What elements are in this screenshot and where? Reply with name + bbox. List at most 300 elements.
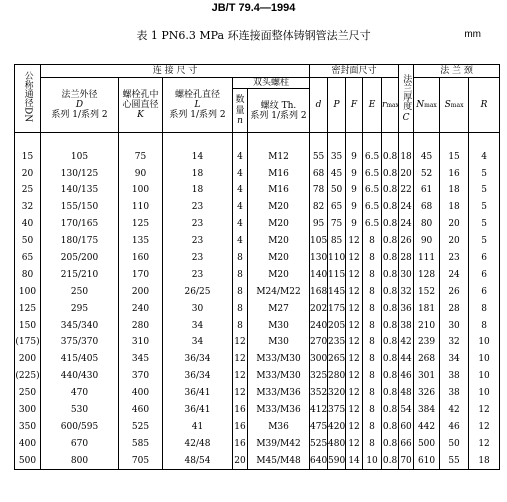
header-qty: 数量 n xyxy=(233,89,248,133)
table-cell: 10 xyxy=(469,385,500,402)
header-flange-od: 法兰外径 D 系列 1/系列 2 xyxy=(41,78,119,133)
table-cell: 530 xyxy=(41,402,119,419)
table-cell: M12 xyxy=(248,148,310,165)
table-cell: 175 xyxy=(328,300,346,317)
header-r: R xyxy=(469,78,500,133)
table-cell: 105 xyxy=(310,233,328,250)
table-cell: 50 xyxy=(328,182,346,199)
table-cell: 15 xyxy=(15,148,41,165)
table-cell: 8 xyxy=(363,419,382,436)
table-cell: 12 xyxy=(346,317,363,334)
table-cell: 20 xyxy=(15,165,41,182)
table-cell: 250 xyxy=(15,385,41,402)
table-cell: 525 xyxy=(119,419,163,436)
header-p: P xyxy=(328,78,346,133)
table-cell: 16 xyxy=(233,435,248,452)
table-cell: 470 xyxy=(41,385,119,402)
table-cell: (225) xyxy=(15,368,41,385)
table-cell: 240 xyxy=(119,300,163,317)
table-cell: 9 xyxy=(346,199,363,216)
table-cell: 5 xyxy=(469,165,500,182)
table-cell: 250 xyxy=(41,283,119,300)
standard-number: JB/T 79.4—1994 xyxy=(211,2,296,14)
table-cell: 110 xyxy=(328,250,346,267)
table-cell: 0.8 xyxy=(382,334,399,351)
table-cell: 370 xyxy=(119,368,163,385)
table-cell: 18 xyxy=(163,182,233,199)
table-cell: 8 xyxy=(233,300,248,317)
table-cell: 500 xyxy=(414,435,440,452)
table-cell: 8 xyxy=(363,300,382,317)
table-cell: 75 xyxy=(328,216,346,233)
table-cell: 12 xyxy=(233,334,248,351)
table-cell: 130 xyxy=(310,250,328,267)
table-cell: 10 xyxy=(469,334,500,351)
table-cell: M24/M22 xyxy=(248,283,310,300)
table-cell: 5 xyxy=(469,233,500,250)
table-cell: M20 xyxy=(248,250,310,267)
table-cell: 28 xyxy=(440,300,469,317)
table-row xyxy=(15,267,500,284)
table-cell: 8 xyxy=(363,334,382,351)
table-row xyxy=(15,452,500,469)
table-cell: 42/48 xyxy=(163,435,233,452)
table-cell: 384 xyxy=(414,402,440,419)
table-cell: 150 xyxy=(15,317,41,334)
table-cell: 48/54 xyxy=(163,452,233,469)
table-cell: 65 xyxy=(328,199,346,216)
table-cell: 15 xyxy=(440,148,469,165)
table-cell: 0.8 xyxy=(382,351,399,368)
table-cell: 44 xyxy=(399,351,414,368)
table-cell: 78 xyxy=(310,182,328,199)
table-cell: 8 xyxy=(469,300,500,317)
table-cell: 8 xyxy=(363,317,382,334)
table-row xyxy=(15,283,500,300)
table-cell: 0.8 xyxy=(382,300,399,317)
table-cell: 6 xyxy=(469,267,500,284)
table-cell: 32 xyxy=(15,199,41,216)
table-cell: 140 xyxy=(310,267,328,284)
table-cell: 202 xyxy=(310,300,328,317)
header-dn: 公称通径DN xyxy=(15,65,41,133)
table-cell: 8 xyxy=(363,351,382,368)
table-cell: 20 xyxy=(233,452,248,469)
header-e: E xyxy=(363,78,382,133)
table-cell: 35 xyxy=(328,148,346,165)
table-row xyxy=(15,199,500,216)
table-cell: 0.8 xyxy=(382,216,399,233)
table-cell: 210 xyxy=(414,317,440,334)
table-cell: 128 xyxy=(414,267,440,284)
table-cell: 12 xyxy=(346,402,363,419)
table-cell: 345 xyxy=(119,351,163,368)
table-cell: 0.8 xyxy=(382,317,399,334)
table-cell: M39/M42 xyxy=(248,435,310,452)
table-cell: 0.8 xyxy=(382,452,399,469)
table-cell: 90 xyxy=(119,165,163,182)
table-cell: 12 xyxy=(469,435,500,452)
table-cell: 6 xyxy=(469,283,500,300)
table-cell: M20 xyxy=(248,233,310,250)
table-cell: 12 xyxy=(346,250,363,267)
table-cell: 36/34 xyxy=(163,368,233,385)
table-cell: 160 xyxy=(119,250,163,267)
table-cell: 4 xyxy=(233,233,248,250)
table-cell: 235 xyxy=(328,334,346,351)
table-cell: 80 xyxy=(15,267,41,284)
table-cell: 110 xyxy=(119,199,163,216)
table-cell: 20 xyxy=(399,165,414,182)
table-cell: 155/150 xyxy=(41,199,119,216)
table-cell: 8 xyxy=(469,317,500,334)
table-cell: 135 xyxy=(119,233,163,250)
table-cell: 18 xyxy=(163,165,233,182)
table-cell: 4 xyxy=(233,216,248,233)
table-cell: 18 xyxy=(440,199,469,216)
table-cell: 800 xyxy=(41,452,119,469)
table-cell: 9 xyxy=(346,165,363,182)
table-cell: 326 xyxy=(414,385,440,402)
table-cell: 6.5 xyxy=(363,182,382,199)
table-cell: 345/340 xyxy=(41,317,119,334)
table-cell: 40 xyxy=(15,216,41,233)
table-cell: 42 xyxy=(399,334,414,351)
header-thread: 螺纹 Th. 系列 1/系列 2 xyxy=(248,89,310,133)
table-cell: 34 xyxy=(163,334,233,351)
table-cell: 130/125 xyxy=(41,165,119,182)
table-cell: 0.8 xyxy=(382,402,399,419)
table-cell: 70 xyxy=(399,452,414,469)
table-cell: 20 xyxy=(440,233,469,250)
table-cell: 350 xyxy=(15,419,41,436)
table-cell: 5 xyxy=(469,216,500,233)
table-cell: M33/M30 xyxy=(248,351,310,368)
table-row xyxy=(15,216,500,233)
table-cell: 20 xyxy=(440,216,469,233)
table-cell: 0.8 xyxy=(382,148,399,165)
table-cell: 4 xyxy=(469,148,500,165)
table-cell: 8 xyxy=(363,233,382,250)
table-cell: 200 xyxy=(15,351,41,368)
table-cell: 100 xyxy=(15,283,41,300)
table-cell: M36 xyxy=(248,419,310,436)
table-cell: 4 xyxy=(233,182,248,199)
table-cell: M16 xyxy=(248,182,310,199)
table-cell: 10 xyxy=(469,368,500,385)
table-cell: 12 xyxy=(346,233,363,250)
table-cell: 12 xyxy=(346,283,363,300)
table-cell: 36 xyxy=(399,300,414,317)
table-cell: 8 xyxy=(233,317,248,334)
table-cell: 125 xyxy=(119,216,163,233)
table-cell: 12 xyxy=(346,351,363,368)
table-cell: 8 xyxy=(363,267,382,284)
header-bolt-circle: 螺栓孔中心圆直径 K xyxy=(119,78,163,133)
table-cell: 5 xyxy=(469,199,500,216)
header-f: F xyxy=(346,78,363,133)
table-cell: 0.8 xyxy=(382,233,399,250)
table-cell: 12 xyxy=(346,385,363,402)
table-cell: 12 xyxy=(233,368,248,385)
table-cell: 14 xyxy=(163,148,233,165)
table-cell: M20 xyxy=(248,267,310,284)
table-cell: 50 xyxy=(15,233,41,250)
table-cell: 420 xyxy=(328,419,346,436)
table-cell: 6.5 xyxy=(363,148,382,165)
table-cell: 352 xyxy=(310,385,328,402)
table-cell: 12 xyxy=(469,419,500,436)
table-row xyxy=(15,419,500,436)
table-cell: 12 xyxy=(469,402,500,419)
table-cell: 41 xyxy=(163,419,233,436)
table-cell: 8 xyxy=(233,250,248,267)
table-cell: 68 xyxy=(310,165,328,182)
table-cell: 23 xyxy=(163,199,233,216)
table-row xyxy=(15,334,500,351)
table-cell: 8 xyxy=(233,283,248,300)
table-cell: M30 xyxy=(248,317,310,334)
table-cell: 0.8 xyxy=(382,199,399,216)
table-row xyxy=(15,351,500,368)
table-cell: 28 xyxy=(399,250,414,267)
table-cell: 115 xyxy=(328,267,346,284)
table-cell: 18 xyxy=(440,182,469,199)
table-cell: 170 xyxy=(119,267,163,284)
header-smax: Smax xyxy=(440,78,469,133)
table-cell: 34 xyxy=(440,351,469,368)
table-cell: 14 xyxy=(346,452,363,469)
table-cell: 6.5 xyxy=(363,199,382,216)
table-cell: 9 xyxy=(346,216,363,233)
table-cell: 8 xyxy=(363,368,382,385)
table-cell: 152 xyxy=(414,283,440,300)
flange-dimension-table xyxy=(14,64,500,470)
table-row xyxy=(15,182,500,199)
header-stud: 双头螺柱 xyxy=(233,78,310,89)
table-cell: 36/41 xyxy=(163,385,233,402)
table-cell: 10 xyxy=(363,452,382,469)
table-cell: 500 xyxy=(15,452,41,469)
table-cell: 45 xyxy=(328,165,346,182)
table-cell: 585 xyxy=(119,435,163,452)
table-cell: 600/595 xyxy=(41,419,119,436)
table-cell: 46 xyxy=(440,419,469,436)
table-cell: 200 xyxy=(119,283,163,300)
table-row xyxy=(15,300,500,317)
header-sealing: 密封面尺寸 xyxy=(310,65,399,78)
table-cell: 12 xyxy=(233,385,248,402)
table-cell: M33/M36 xyxy=(248,385,310,402)
table-cell: 265 xyxy=(328,351,346,368)
table-cell: 26 xyxy=(399,233,414,250)
table-cell: 42 xyxy=(440,402,469,419)
table-body xyxy=(15,133,500,470)
table-cell: 140/135 xyxy=(41,182,119,199)
table-cell: 0.8 xyxy=(382,182,399,199)
table-cell: M30 xyxy=(248,334,310,351)
table-cell: 8 xyxy=(363,283,382,300)
table-cell: 170/165 xyxy=(41,216,119,233)
header-nmax: Nmax xyxy=(414,78,440,133)
table-cell: 5 xyxy=(469,182,500,199)
table-cell: 240 xyxy=(310,317,328,334)
table-cell: 85 xyxy=(328,233,346,250)
table-cell: 12 xyxy=(346,267,363,284)
table-cell: 65 xyxy=(15,250,41,267)
table-cell: 48 xyxy=(399,385,414,402)
table-cell: 205 xyxy=(328,317,346,334)
table-cell: 36/41 xyxy=(163,402,233,419)
table-cell: 125 xyxy=(15,300,41,317)
table-cell: 38 xyxy=(399,317,414,334)
table-cell: M45/M48 xyxy=(248,452,310,469)
table-cell: 205/200 xyxy=(41,250,119,267)
table-cell: 55 xyxy=(310,148,328,165)
table-cell: 30 xyxy=(399,267,414,284)
table-caption: 表 1 PN6.3 MPa 环连接面整体铸钢管法兰尺寸 xyxy=(136,29,371,42)
table-cell: 0.8 xyxy=(382,283,399,300)
table-cell: 0.8 xyxy=(382,385,399,402)
table-cell: 442 xyxy=(414,419,440,436)
table-cell: 36/34 xyxy=(163,351,233,368)
table-cell: 23 xyxy=(163,267,233,284)
table-cell: 8 xyxy=(363,250,382,267)
table-cell: 38 xyxy=(440,385,469,402)
table-cell: 310 xyxy=(119,334,163,351)
table-row xyxy=(15,233,500,250)
table-cell: 4 xyxy=(233,148,248,165)
table-cell: 0.8 xyxy=(382,435,399,452)
table-cell: M20 xyxy=(248,216,310,233)
table-cell: 111 xyxy=(414,250,440,267)
table-cell: 23 xyxy=(163,233,233,250)
table-cell: 80 xyxy=(414,216,440,233)
table-cell: 168 xyxy=(310,283,328,300)
table-cell: 270 xyxy=(310,334,328,351)
table-cell: M20 xyxy=(248,199,310,216)
table-cell: 12 xyxy=(346,419,363,436)
table-cell: 325 xyxy=(310,368,328,385)
table-cell: 375/370 xyxy=(41,334,119,351)
table-cell: 16 xyxy=(440,165,469,182)
table-cell: 68 xyxy=(414,199,440,216)
table-cell: 38 xyxy=(440,368,469,385)
table-row xyxy=(15,402,500,419)
table-cell: 0.8 xyxy=(382,165,399,182)
table-cell: 6.5 xyxy=(363,165,382,182)
table-cell: 18 xyxy=(399,148,414,165)
unit-label: mm xyxy=(464,29,481,40)
table-cell: 590 xyxy=(328,452,346,469)
table-row xyxy=(15,250,500,267)
table-cell: 6 xyxy=(469,250,500,267)
table-cell: 61 xyxy=(414,182,440,199)
table-cell: 32 xyxy=(399,283,414,300)
table-cell: 268 xyxy=(414,351,440,368)
table-cell: 300 xyxy=(15,402,41,419)
table-cell: 23 xyxy=(163,216,233,233)
table-cell: 8 xyxy=(363,402,382,419)
table-cell: 30 xyxy=(440,317,469,334)
table-cell: 9 xyxy=(346,182,363,199)
table-cell: 10 xyxy=(469,351,500,368)
table-cell: 24 xyxy=(399,199,414,216)
table-cell: 320 xyxy=(328,385,346,402)
table-cell: 181 xyxy=(414,300,440,317)
table-cell: 415/405 xyxy=(41,351,119,368)
table-cell: 25 xyxy=(15,182,41,199)
table-cell: 12 xyxy=(233,351,248,368)
table-cell: 12 xyxy=(346,334,363,351)
table-cell: 301 xyxy=(414,368,440,385)
table-cell: 300 xyxy=(310,351,328,368)
table-row xyxy=(15,435,500,452)
table-cell: 32 xyxy=(440,334,469,351)
header-connection-dims: 连 接 尺 寸 xyxy=(41,65,310,78)
table-cell: 215/210 xyxy=(41,267,119,284)
table-cell: 6.5 xyxy=(363,216,382,233)
table-cell: 239 xyxy=(414,334,440,351)
header-thickness: 法兰厚度 C xyxy=(399,65,414,133)
table-cell: 0.8 xyxy=(382,368,399,385)
table-cell: 440/430 xyxy=(41,368,119,385)
table-cell: M33/M30 xyxy=(248,368,310,385)
table-cell: 46 xyxy=(399,368,414,385)
table-cell: 180/175 xyxy=(41,233,119,250)
table-cell: 640 xyxy=(310,452,328,469)
table-cell: 0.8 xyxy=(382,419,399,436)
table-cell: 100 xyxy=(119,182,163,199)
table-cell: 280 xyxy=(119,317,163,334)
header-bolt-hole: 螺栓孔直径 L 系列 1/系列 2 xyxy=(163,78,233,133)
table-cell: 280 xyxy=(328,368,346,385)
table-cell: 18 xyxy=(469,452,500,469)
table-cell: 145 xyxy=(328,283,346,300)
table-cell: 52 xyxy=(414,165,440,182)
table-row xyxy=(15,148,500,165)
table-cell: 610 xyxy=(414,452,440,469)
table-cell: 60 xyxy=(399,419,414,436)
table-cell: 12 xyxy=(346,368,363,385)
table-cell: 23 xyxy=(440,250,469,267)
table-cell: 90 xyxy=(414,233,440,250)
table-row xyxy=(15,385,500,402)
table-cell: 26/25 xyxy=(163,283,233,300)
table-cell: 375 xyxy=(328,402,346,419)
table-cell: 475 xyxy=(310,419,328,436)
table-cell: 16 xyxy=(233,419,248,436)
table-cell: 4 xyxy=(233,199,248,216)
table-cell: 23 xyxy=(163,250,233,267)
table-row xyxy=(15,368,500,385)
table-cell: 95 xyxy=(310,216,328,233)
table-cell: 66 xyxy=(399,435,414,452)
header-rmax: rmax xyxy=(382,78,399,133)
table-cell: 34 xyxy=(163,317,233,334)
table-cell: 30 xyxy=(163,300,233,317)
table-cell: 50 xyxy=(440,435,469,452)
table-cell: 12 xyxy=(346,435,363,452)
table-cell: 75 xyxy=(119,148,163,165)
table-cell: 400 xyxy=(119,385,163,402)
table-cell: 400 xyxy=(15,435,41,452)
table-cell: 295 xyxy=(41,300,119,317)
table-cell: 4 xyxy=(233,165,248,182)
table-cell: 12 xyxy=(346,300,363,317)
table-cell: M33/M36 xyxy=(248,402,310,419)
table-cell: 55 xyxy=(440,452,469,469)
